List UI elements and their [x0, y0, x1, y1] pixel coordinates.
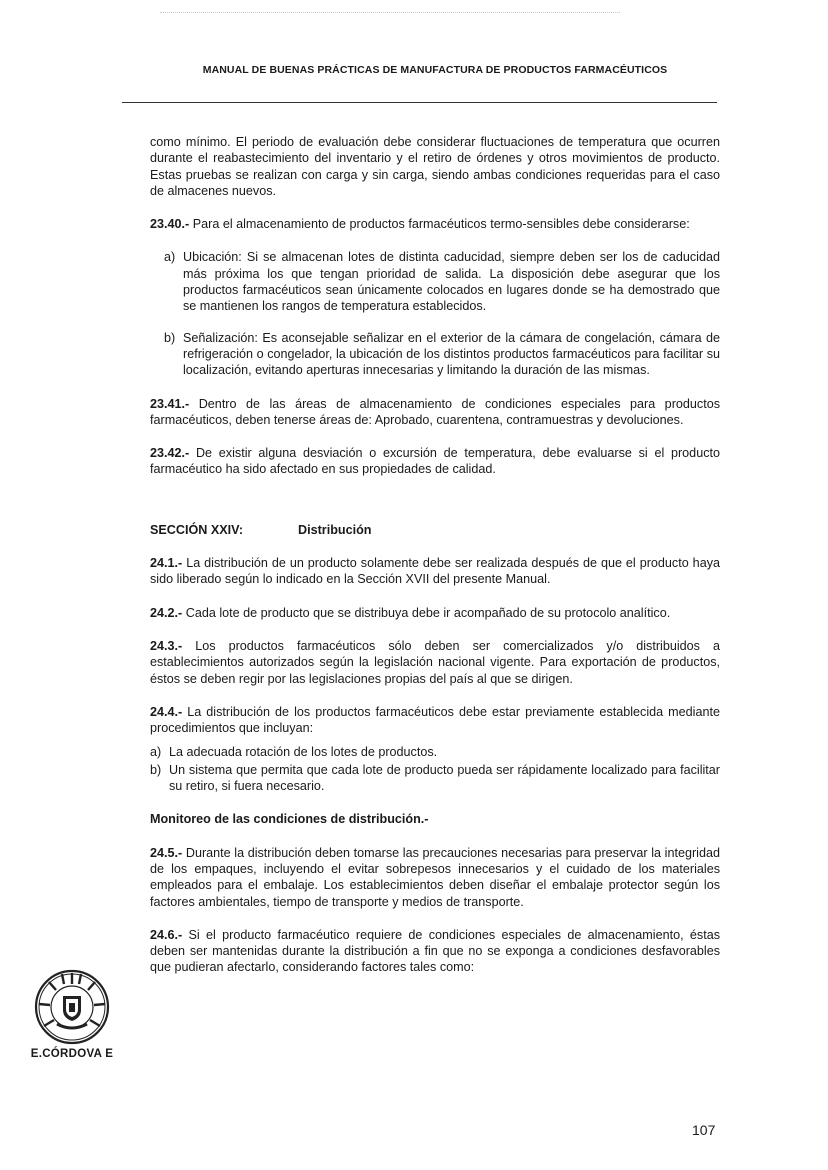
- scan-artifact: [160, 12, 620, 14]
- clause-number: 24.6.-: [150, 927, 183, 942]
- list-item-text: Ubicación: Si se almacenan lotes de distinta caducidad, siempre deben ser los de caducidad más próxima los que tengan prioridad de salida. La disposición debe asegurar que los productos farmacéuticos sean únicamente colocados en lugares donde se ha demostrado que se mantienen los rangos de temperatura establecidos.: [183, 250, 720, 314]
- paragraph-23-41: [150, 396, 720, 429]
- list-item: [164, 330, 720, 379]
- clause-text: La distribución de un producto solamente debe ser realizada después de que el producto haya sido liberado según lo indicado en la Sección XVII del presente Manual.: [150, 556, 720, 587]
- clause-number: 23.41.-: [150, 396, 190, 411]
- clause-number: 24.3.-: [150, 638, 183, 653]
- clause-text: De existir alguna desviación o excursión de temperatura, debe evaluarse si el producto farmacéutico ha sido afectado en sus propiedades de calidad.: [150, 446, 720, 477]
- clause-text: Dentro de las áreas de almacenamiento de condiciones especiales para productos farmacéuticos, deben tenerse áreas de: Aprobado, cuarentena, contramuestras y devoluciones.: [150, 396, 720, 427]
- list-marker: a): [164, 250, 176, 265]
- official-stamp: [26, 968, 118, 1060]
- list-23-40: [164, 249, 720, 378]
- clause-number: 23.40.-: [150, 217, 190, 232]
- clause-text: Cada lote de producto que se distribuya debe ir acompañado de su protocolo analítico.: [182, 605, 671, 620]
- paragraph-24-2: [150, 605, 720, 621]
- list-item-text: Un sistema que permita que cada lote de producto pueda ser rápidamente localizado para facilitar su retiro, si fuera necesario.: [169, 762, 720, 794]
- clause-text: Los productos farmacéuticos sólo deben ser comercializados y/o distribuidos a establecimientos autorizados según la legislación nacional vigente. Para exportación de productos, éstos se deben regir por las legislaciones propias del país al que se dirigen.: [150, 638, 720, 686]
- page-header: MANUAL DE BUENAS PRÁCTICAS DE MANUFACTURA DE PRODUCTOS FARMACÉUTICOS: [202, 64, 668, 76]
- section-label: SECCIÓN XXIV:: [150, 522, 244, 537]
- list-item-text: Señalización: Es aconsejable señalizar en el exterior de la cámara de congelación, cámara de refrigeración o congelador, la ubicación de los distintos productos farmacéuticos para facilitar su localización, evitando aperturas innecesarias y limitando la duración de las mismas.: [183, 330, 720, 378]
- intro-paragraph: como mínimo. El periodo de evaluación debe considerar fluctuaciones de temperatura que ocurren durante el reabastecimiento del inventario y el retiro de órdenes y otros movimientos de producto. Estas pruebas se realizan con carga y sin carga, siendo ambas condiciones requeridas para el caso de almacenes nuevos.: [150, 135, 720, 198]
- clause-number: 24.5.-: [150, 845, 183, 860]
- stamp-name: E.CÓRDOVA E: [30, 1048, 114, 1060]
- seal-icon: [33, 968, 111, 1046]
- paragraph-24-3: [150, 638, 720, 687]
- clause-number: 23.42.-: [150, 446, 190, 461]
- clause-text: La distribución de los productos farmacéuticos debe estar previamente establecida mediante procedimientos que incluyan:: [150, 704, 720, 736]
- page-number: 107: [692, 1122, 716, 1138]
- document-body: [150, 134, 720, 993]
- section-title: Distribución: [298, 522, 372, 537]
- paragraph-23-42: [150, 445, 720, 478]
- subheading-monitoreo: Monitoreo de las condiciones de distribución.-: [150, 812, 429, 827]
- list-item: [150, 744, 720, 760]
- list-marker: b): [164, 330, 176, 345]
- clause-number: 24.2.-: [150, 605, 183, 620]
- paragraph-24-6: [150, 927, 720, 976]
- paragraph-24-1: [150, 555, 720, 588]
- clause-text: Durante la distribución deben tomarse las precauciones necesarias para preservar la integridad de los empaques, incluyendo el evitar sobrepesos innecesarios y el cuidado de los materiales empleados para el embalaje. Los establecimientos deben diseñar el embalaje protector según los factores ambientales, tiempo de transporte y medios de transporte.: [150, 845, 720, 909]
- list-marker: a): [150, 745, 162, 760]
- list-marker: b): [150, 762, 162, 777]
- clause-text: Si el producto farmacéutico requiere de condiciones especiales de almacenamiento, éstas deben ser mantenidas durante la distribución a fin que no se exponga a condiciones desfavorables que pudieran afectarlo, considerando factores tales como:: [150, 927, 720, 975]
- clause-number: 24.1.-: [150, 556, 183, 571]
- list-24-4: [150, 744, 720, 794]
- list-item-text: La adecuada rotación de los lotes de productos.: [169, 745, 438, 760]
- paragraph-24-4: [150, 704, 720, 737]
- list-item: [150, 762, 720, 795]
- paragraph-24-5: [150, 845, 720, 910]
- clause-number: 24.4.-: [150, 704, 183, 719]
- section-heading: [150, 522, 720, 538]
- header-divider: [122, 102, 717, 103]
- paragraph-23-40: [150, 216, 720, 232]
- clause-text: Para el almacenamiento de productos farmacéuticos termo-sensibles debe considerarse:: [189, 217, 690, 232]
- list-item: [164, 249, 720, 314]
